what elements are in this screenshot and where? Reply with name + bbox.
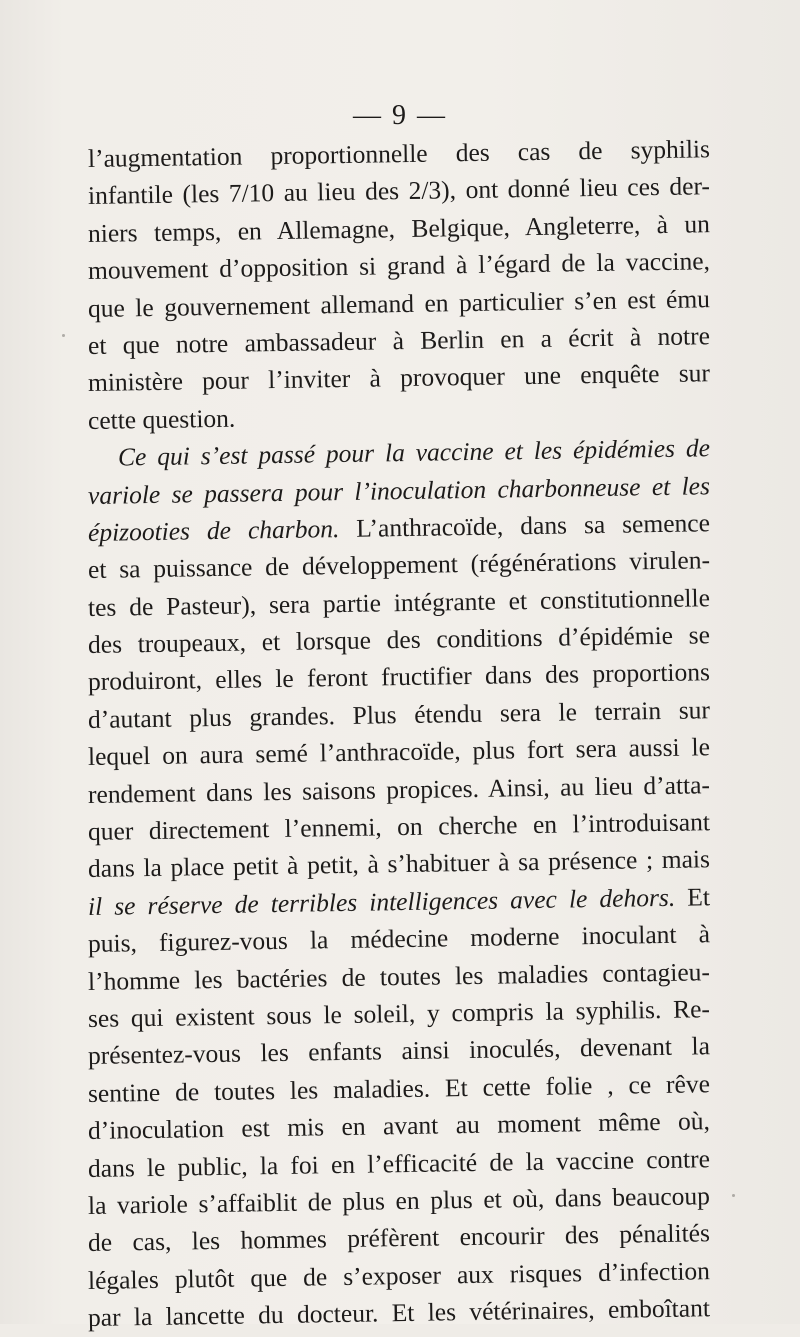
text-run: par la lancette du docteur. Et les vétérinaires, emboîtant (87, 1293, 711, 1333)
text-run: dans la place petit à petit, à s’habituer à sa présence ; mais (87, 844, 711, 884)
italic-text: épizooties de charbon. (87, 513, 340, 547)
text-run: l’augmentation proportionnelle des cas de syphilis (87, 134, 711, 173)
text-run: et que notre ambassadeur à Berlin en a écrit à notre (87, 321, 711, 360)
text-run: cette question. (87, 403, 236, 435)
text-run: produiront, elles le feront fructifier dans des proportions (87, 657, 711, 697)
text-run: tes de Pasteur), sera partie intégrante et constitutionnelle (87, 582, 711, 622)
text-run: et sa puissance de développement (régénérations virulen- (87, 545, 711, 585)
text-run: que le gouvernement allemand en particulier s’en est ému (87, 283, 711, 323)
text-run: L’anthracoïde, dans sa semence (339, 508, 711, 543)
text-run: des troupeaux, et lorsque des conditions d’épidémie se (87, 620, 711, 660)
text-run: rendement dans les saisons propices. Ainsi, au lieu d’atta- (87, 769, 711, 809)
text-run: lequel on aura semé l’anthracoïde, plus fort sera aussi le (87, 732, 711, 772)
text-run: puis, figurez-vous la médecine moderne inoculant à (87, 919, 711, 959)
text-run: niers temps, en Allemagne, Belgique, Angleterre, à un (87, 209, 711, 248)
text-run: sentine de toutes les maladies. Et cette folie , ce rêve (87, 1068, 711, 1108)
text-run: ses qui existent sous le soleil, y compris la syphilis. Re- (87, 994, 711, 1033)
text-run: quer directement l’ennemi, on cherche en l’introduisant (87, 807, 711, 847)
text-run: de cas, les hommes préfèrent encourir des pénalités (87, 1218, 711, 1258)
paper-speck (62, 334, 65, 337)
text-run: dans le public, la foi en l’efficacité de la vaccine contre (87, 1143, 711, 1183)
paper-speck (732, 1194, 735, 1197)
italic-text: Ce qui s’est passé pour la vaccine et les épidémies de (117, 433, 711, 472)
text-run: infantile (les 7/10 au lieu des 2/3), ont donné lieu ces der- (87, 171, 711, 211)
text-run: d’inoculation est mis en avant au moment même où, (87, 1106, 711, 1146)
text-run: mouvement d’opposition si grand à l’égard de la vaccine, (87, 246, 711, 286)
text-run: la variole s’affaiblit de plus en plus et où, dans beaucoup (87, 1181, 711, 1220)
body-text (87, 134, 711, 1337)
italic-text: variole se passera pour l’inoculation charbonneuse et les (87, 470, 711, 510)
text-run: présentez-vous les enfants ainsi inoculés, devenant la (87, 1031, 711, 1071)
text-run: d’autant plus grandes. Plus étendu sera le terrain sur (87, 695, 711, 734)
text-run: Et (674, 882, 711, 912)
page-number: — 9 — (353, 100, 447, 131)
text-run: ministère pour l’inviter à provoquer une enquête sur (87, 358, 711, 398)
italic-text: il se réserve de terribles intelligences avec le dehors. (87, 882, 676, 921)
text-run: l’homme les bactéries de toutes les maladies contagieu- (87, 956, 711, 996)
text-run: légales plutôt que de s’exposer aux risques d’infection (87, 1255, 711, 1295)
